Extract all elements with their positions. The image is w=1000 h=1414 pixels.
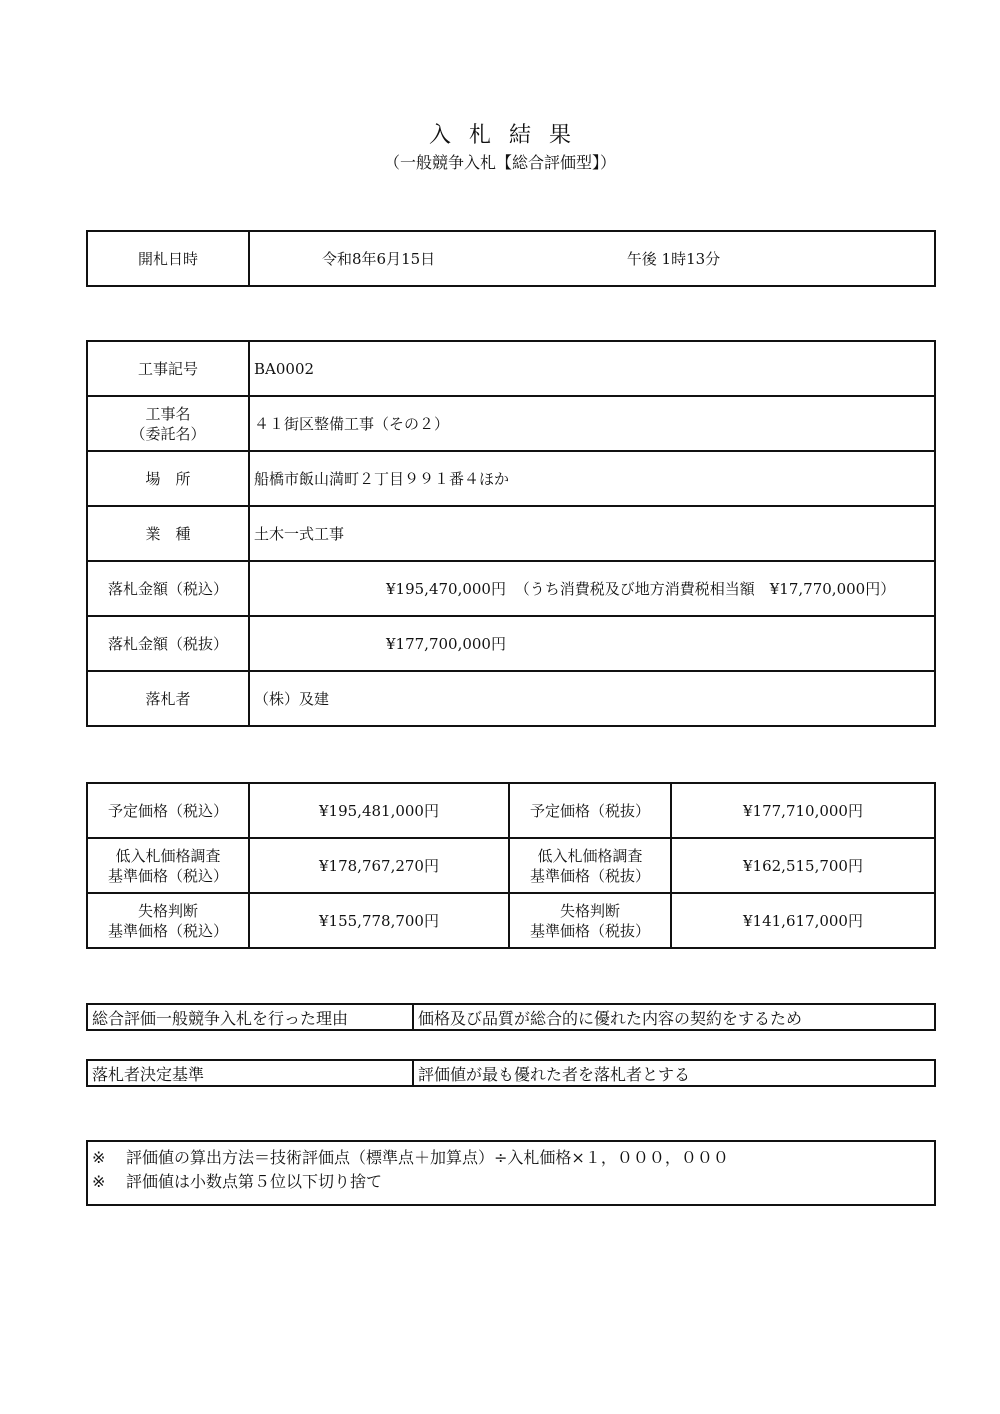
work-name-label-line1: 工事名 — [145, 404, 191, 423]
low-in-value: ¥178,767,270円 — [249, 838, 509, 893]
dq-ex-label — [509, 893, 671, 948]
planned-ex-value: ¥177,710,000円 — [671, 783, 935, 838]
dq-ex-label-line1: 失格判断 — [559, 901, 620, 920]
opening-value — [249, 231, 935, 286]
page-subtitle: （一般競争入札【総合評価型】） — [383, 153, 616, 172]
dq-in-value: ¥155,778,700円 — [249, 893, 509, 948]
work-name: ４１街区整備工事（その２） — [249, 396, 935, 451]
opening-date: 令和8年6月15日 — [322, 250, 436, 268]
opening-label: 開札日時 — [87, 231, 249, 286]
low-in-label-line2: 基準価格（税込） — [107, 866, 228, 885]
note-line — [92, 1146, 930, 1170]
bid-tax-in-cell — [249, 561, 935, 616]
bid-tax-ex-cell — [249, 616, 935, 671]
reason-label: 総合評価一般競争入札を行った理由 — [87, 1004, 413, 1030]
price-table — [86, 782, 936, 949]
bid-tax-ex-value: ¥177,700,000円 — [386, 635, 506, 653]
dq-in-label — [87, 893, 249, 948]
planned-in-value: ¥195,481,000円 — [249, 783, 509, 838]
criteria-value: 評価値が最も優れた者を落札者とする — [413, 1060, 935, 1086]
notes-cell — [87, 1141, 935, 1205]
planned-ex-label: 予定価格（税抜） — [509, 783, 671, 838]
low-in-label-line1: 低入札価格調査 — [115, 846, 221, 865]
type-value: 土木一式工事 — [249, 506, 935, 561]
dq-ex-label-line2: 基準価格（税抜） — [529, 921, 650, 940]
type-label: 業 種 — [87, 506, 249, 561]
opening-table — [86, 230, 936, 287]
winner-label: 落札者 — [87, 671, 249, 726]
bid-tax-note: （うち消費税及び地方消費税相当額 ¥17,770,000円） — [514, 580, 896, 598]
winner-value: （株）及建 — [249, 671, 935, 726]
low-ex-label — [509, 838, 671, 893]
page-title: 入札結果 — [428, 123, 589, 148]
note-text: 評価値の算出方法＝技術評価点（標準点＋加算点）÷入札価格×１，０００，０００ — [126, 1148, 729, 1167]
criteria-table — [86, 1059, 936, 1087]
low-in-label — [87, 838, 249, 893]
place-label: 場 所 — [87, 451, 249, 506]
reason-table — [86, 1003, 936, 1031]
opening-time: 午後 1時13分 — [626, 250, 721, 268]
place-value: 船橋市飯山満町２丁目９９１番４ほか — [249, 451, 935, 506]
dq-ex-value: ¥141,617,000円 — [671, 893, 935, 948]
note-mark: ※ — [92, 1172, 106, 1191]
dq-in-label-line1: 失格判断 — [137, 901, 198, 920]
low-ex-label-line2: 基準価格（税抜） — [529, 866, 650, 885]
note-text: 評価値は小数点第５位以下切り捨て — [126, 1172, 383, 1191]
criteria-label: 落札者決定基準 — [87, 1060, 413, 1086]
reason-value: 価格及び品質が総合的に優れた内容の契約をするため — [413, 1004, 935, 1030]
bid-tax-in-value: ¥195,470,000円 — [386, 580, 506, 598]
work-number-label: 工事記号 — [87, 341, 249, 396]
work-number: BA0002 — [249, 341, 935, 396]
work-name-label — [87, 396, 249, 451]
work-table — [86, 340, 936, 727]
planned-in-label: 予定価格（税込） — [87, 783, 249, 838]
bid-tax-in-label: 落札金額（税込） — [87, 561, 249, 616]
note-mark: ※ — [92, 1148, 106, 1167]
dq-in-label-line2: 基準価格（税込） — [107, 921, 228, 940]
low-ex-value: ¥162,515,700円 — [671, 838, 935, 893]
work-name-label-line2: （委託名） — [130, 424, 206, 443]
low-ex-label-line1: 低入札価格調査 — [537, 846, 643, 865]
note-line — [92, 1170, 930, 1194]
notes-table — [86, 1140, 936, 1206]
bid-tax-ex-label: 落札金額（税抜） — [87, 616, 249, 671]
